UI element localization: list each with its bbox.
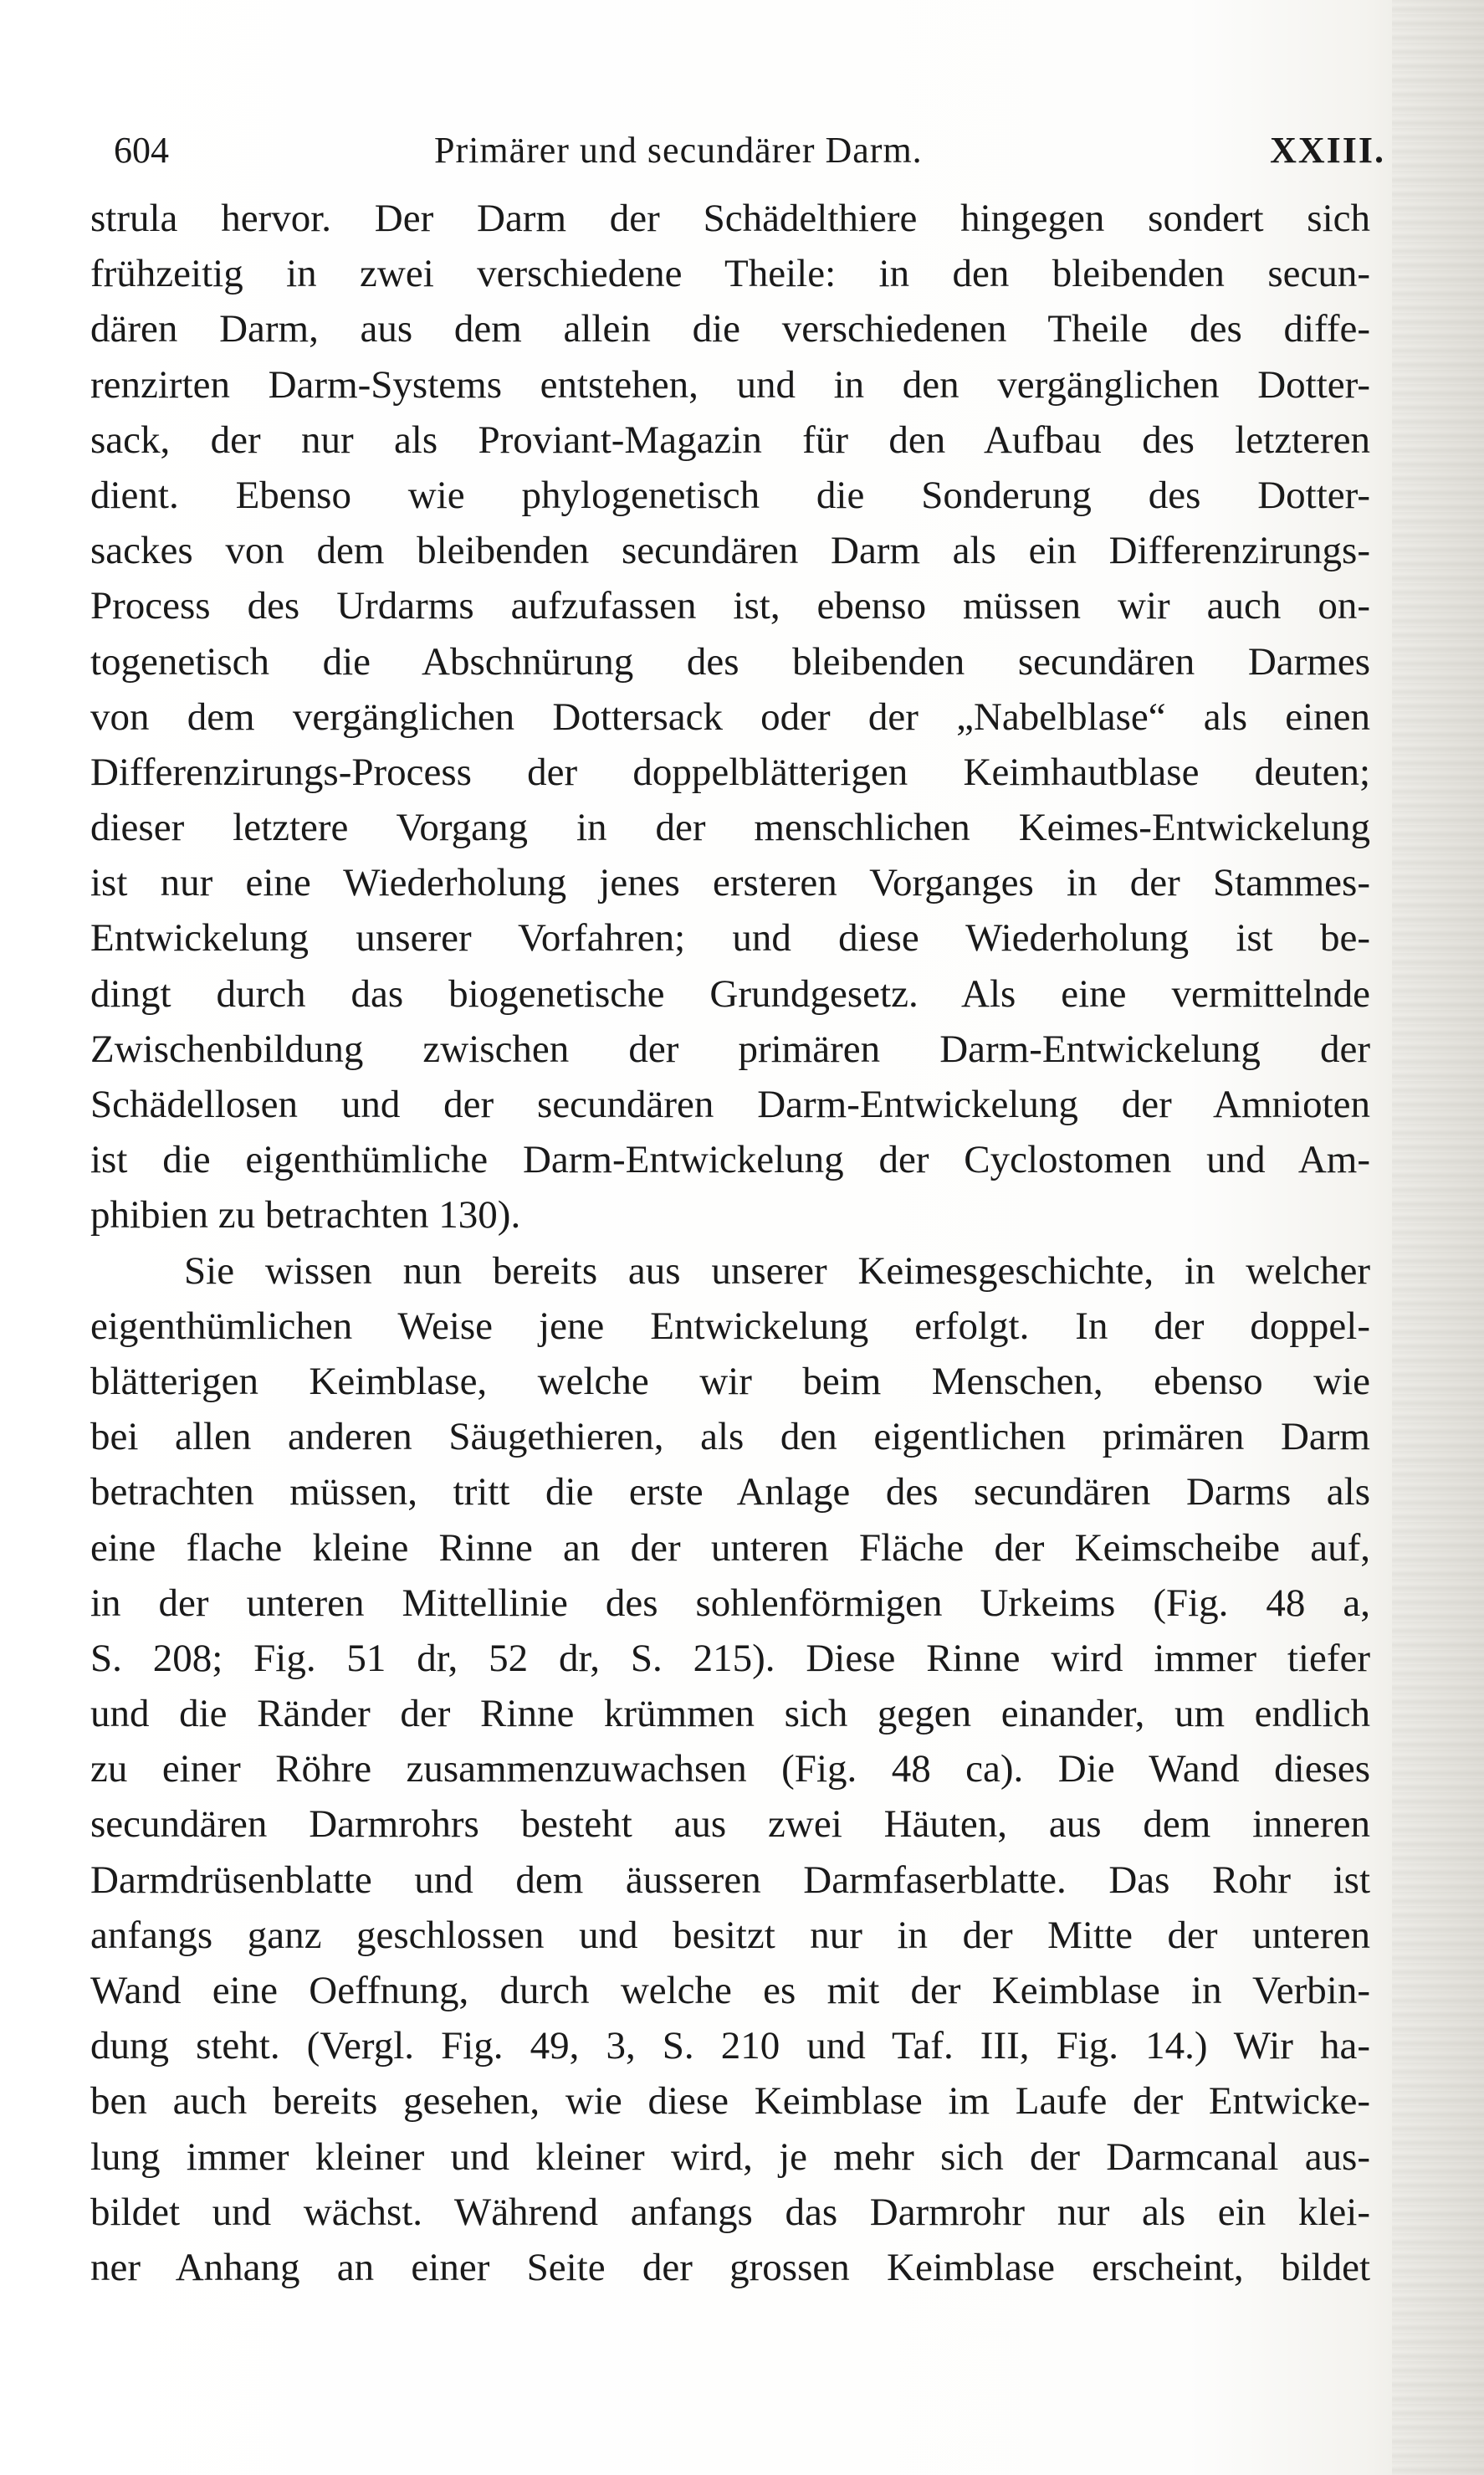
text-line: sack, der nur als Proviant-Magazin für den Aufbau des letzteren — [90, 418, 1370, 462]
chapter-number: XXIII. — [1270, 130, 1385, 171]
text-line: dieser letztere Vorgang in der menschlichen Keimes-Entwickelung — [90, 806, 1370, 850]
text-line: Sie wissen nun bereits aus unserer Keimesgeschichte, in welcher — [184, 1248, 1370, 1293]
text-line: phibien zu betrachten 130). — [90, 1193, 521, 1238]
text-line: blätterigen Keimblase, welche wir beim Menschen, ebenso wie — [90, 1359, 1370, 1403]
text-line: ben auch bereits gesehen, wie diese Keimblase im Laufe der Entwicke- — [90, 2079, 1370, 2124]
text-line: Process des Urdarms aufzufassen ist, ebenso müssen wir auch on- — [90, 584, 1370, 628]
text-line: ner Anhang an einer Seite der grossen Keimblase erscheint, bildet — [90, 2245, 1370, 2289]
text-line: secundären Darmrohrs besteht aus zwei Häuten, aus dem inneren — [90, 1802, 1370, 1847]
text-line: dient. Ebenso wie phylogenetisch die Sonderung des Dotter- — [90, 473, 1370, 517]
text-line: anfangs ganz geschlossen und besitzt nur in der Mitte der unteren — [90, 1913, 1370, 1957]
running-header — [114, 126, 1385, 184]
text-line: Darmdrüsenblatte und dem äusseren Darmfaserblatte. Das Rohr ist — [90, 1858, 1370, 1902]
text-line: Schädellosen und der secundären Darm-Entwickelung der Amnioten — [90, 1083, 1370, 1126]
body-text — [90, 191, 1370, 2295]
text-line: ist die eigenthümliche Darm-Entwickelung der Cyclostomen und Am- — [90, 1138, 1370, 1182]
text-line: strula hervor. Der Darm der Schädelthiere hingegen sondert sich — [90, 197, 1370, 240]
text-line: Zwischenbildung zwischen der primären Darm-Entwickelung der — [90, 1027, 1370, 1071]
running-title: Primärer und secundärer Darm. — [434, 130, 923, 171]
page-edge-shadow — [1392, 0, 1484, 2475]
text-line: S. 208; Fig. 51 dr, 52 dr, S. 215). Diese Rinne wird immer tiefer — [90, 1636, 1370, 1680]
text-line: in der unteren Mittellinie des sohlenförmigen Urkeims (Fig. 48 a, — [90, 1581, 1370, 1625]
text-line: zu einer Röhre zusammenzuwachsen (Fig. 48 ca). Die Wand dieses — [90, 1747, 1370, 1791]
text-line: dung steht. (Vergl. Fig. 49, 3, S. 210 und Taf. III, Fig. 14.) Wir ha- — [90, 2024, 1370, 2068]
text-line: bei allen anderen Säugethieren, als den eigentlichen primären Darm — [90, 1415, 1370, 1459]
text-line: renzirten Darm-Systems entstehen, und in den vergänglichen Dotter- — [90, 362, 1370, 407]
text-line: Entwickelung unserer Vorfahren; und diese Wiederholung ist be- — [90, 916, 1370, 961]
text-line: eine flache kleine Rinne an der unteren Fläche der Keimscheibe auf, — [90, 1525, 1370, 1570]
text-line: sackes von dem bleibenden secundären Darm als ein Differenzirungs- — [90, 529, 1370, 573]
text-line: dingt durch das biogenetische Grundgesetz. Als eine vermittelnde — [90, 971, 1370, 1016]
text-line: und die Ränder der Rinne krümmen sich gegen einander, um endlich — [90, 1692, 1370, 1736]
text-line: ist nur eine Wiederholung jenes ersteren Vorganges in der Stammes- — [90, 861, 1370, 905]
page-number: 604 — [114, 130, 169, 171]
text-line: dären Darm, aus dem allein die verschiedenen Theile des diffe- — [90, 307, 1370, 351]
text-line: Differenzirungs-Process der doppelblätterigen Keimhautblase deuten; — [90, 750, 1370, 794]
text-line: von dem vergänglichen Dottersack oder der „Nabelblase“ als einen — [90, 694, 1370, 739]
text-line: betrachten müssen, tritt die erste Anlage des secundären Darms als — [90, 1470, 1370, 1514]
text-line: eigenthümlichen Weise jene Entwickelung erfolgt. In der doppel- — [90, 1304, 1370, 1348]
text-line: Wand eine Oeffnung, durch welche es mit der Keimblase in Verbin- — [90, 1969, 1370, 2012]
text-line: bildet und wächst. Während anfangs das Darmrohr nur als ein klei- — [90, 2190, 1370, 2234]
text-line: frühzeitig in zwei verschiedene Theile: in den bleibenden secun- — [90, 252, 1370, 296]
text-line: lung immer kleiner und kleiner wird, je mehr sich der Darmcanal aus- — [90, 2134, 1370, 2179]
text-line: togenetisch die Abschnürung des bleibenden secundären Darmes — [90, 639, 1370, 684]
